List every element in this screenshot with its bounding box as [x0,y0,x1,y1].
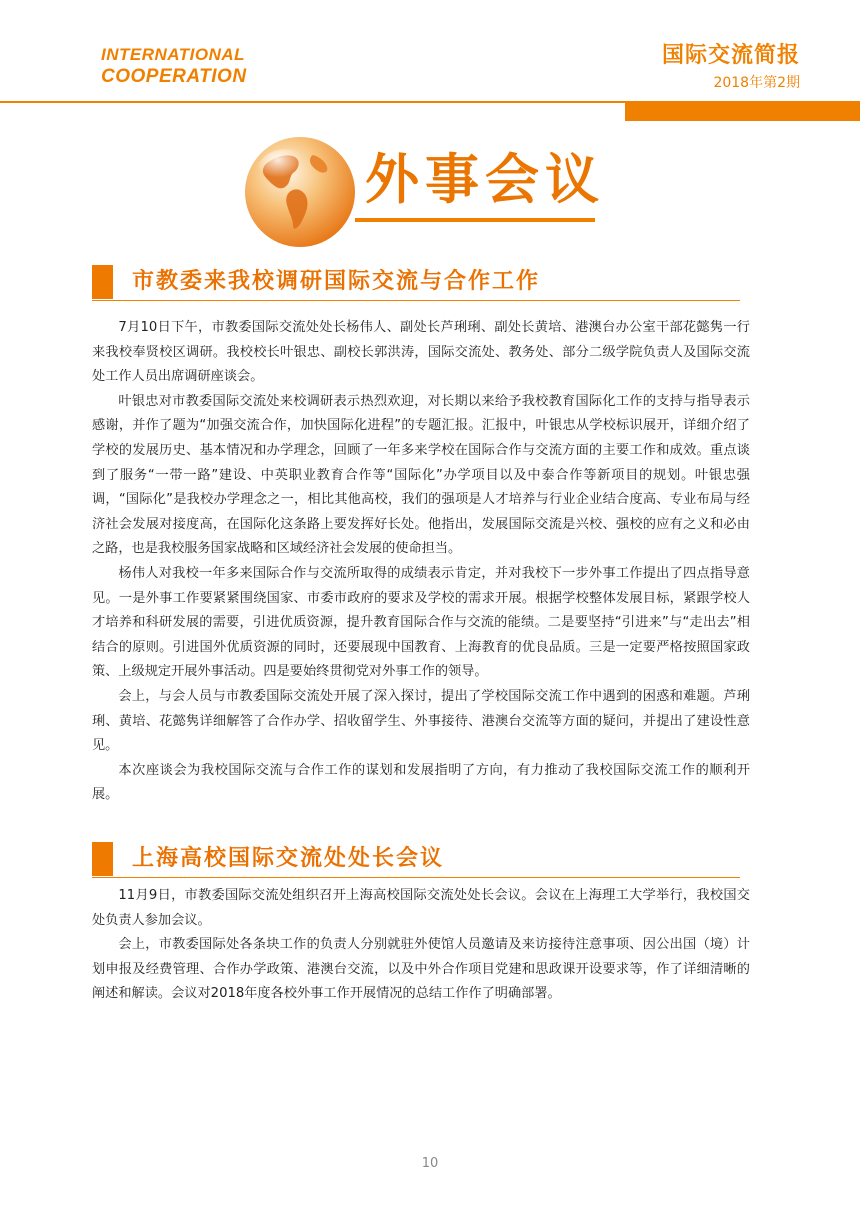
section-header-1 [92,265,740,301]
paragraph: 会上，与会人员与市教委国际交流处开展了深入探讨，提出了学校国际交流工作中遇到的困惑和难题。芦琍琍、黄培、花懿隽详细解答了合作办学、招收留学生、外事接待、港澳台交流等方面的疑问，并提出了建设性意见。 [92,688,750,754]
section-rule [92,877,740,878]
publication-info [662,38,800,92]
page-title: 外事会议 [365,148,605,211]
section-header-2 [92,842,740,878]
header-accent-bar [625,101,860,121]
paragraph: 7月10日下午，市教委国际交流处处长杨伟人、副处长芦琍琍、副处长黄培、港澳台办公室干部花懿隽一行来我校奉贤校区调研。我校校长叶银忠、副校长郭洪涛，国际交流处、教务处、部分二级学院负责人及国际交流处工作人员出席调研座谈会。 [92,320,750,385]
page-number: 10 [421,1156,439,1171]
paragraph: 叶银忠对市教委国际交流处来校调研表示热烈欢迎，对长期以来给予我校教育国际化工作的支持与指导表示感谢，并作了题为“加强交流合作，加快国际化进程”的专题汇报。汇报中，叶银忠从学校标识展开，详细介绍了学校的发展历史、基本情况和办学理念，回顾了一年多来学校在国际合作与交流方面的主要工作和成效。重点谈到了服务“一带一路”建设、中英职业教育合作等“国际化”办学项目以及中泰合作等新项目的规划。叶银忠强调，“国际化”是我校办学理念之一，相比其他高校，我们的强项是人才培养与行业企业结合度高、专业布局与经济社会发展对接度高，在国际化这条路上要发挥好长处。他指出，发展国际交流是兴校、强校的应有之义和必由之路，也是我校服务国家战略和区域经济社会发展的使命担当。 [92,393,750,557]
issue-number: 2018年第2期 [713,75,800,91]
section-title-2: 上海高校国际交流处处长会议 [132,846,445,871]
section-body-2 [92,884,750,1007]
brand-logo-text [101,46,247,86]
paragraph: 杨伟人对我校一年多来国际合作与交流所取得的成绩表示肯定，并对我校下一步外事工作提出了四点指导意见。一是外事工作要紧紧围绕国家、市委市政府的要求及学校的需求开展。根据学校整体发展目标，紧跟学校人才培养和科研发展的需要，引进优质资源，提升教育国际合作与交流的能绩。二是要坚持“引进来”与“走出去”相结合的原则。引进国外优质资源的同时，还要展现中国教育、上海教育的优良品质。三是一定要严格按照国家政策、上级规定开展外事活动。四是要始终贯彻党对外事工作的领导。 [92,565,750,680]
globe-icon [243,135,358,250]
brand-line-1: INTERNATIONAL [101,45,246,64]
publication-title: 国际交流简报 [661,43,800,68]
paragraph: 本次座谈会为我校国际交流与合作工作的谋划和发展指明了方向，有力推动了我校国际交流工作的顺利开展。 [92,762,750,803]
section-marker [92,265,113,299]
section-rule [92,300,740,301]
section-marker [92,842,113,876]
paragraph: 11月9日，市教委国际交流处组织召开上海高校国际交流处处长会议。会议在上海理工大学举行，我校国交处负责人参加会议。 [92,888,750,928]
page-title-underline [355,218,595,222]
paragraph: 会上，市教委国际处各条块工作的负责人分别就驻外使馆人员邀请及来访接待注意事项、因公出国（境）计划申报及经费管理、合作办学政策、港澳台交流，以及中外合作项目党建和思政课开设要求等，作了详细清晰的阐述和解读。会议对2018年度各校外事工作开展情况的总结工作作了明确部署。 [92,937,750,1002]
section-title-1: 市教委来我校调研国际交流与合作工作 [132,269,541,294]
section-body-1 [92,316,750,808]
brand-line-2: COOPERATION [101,66,247,87]
